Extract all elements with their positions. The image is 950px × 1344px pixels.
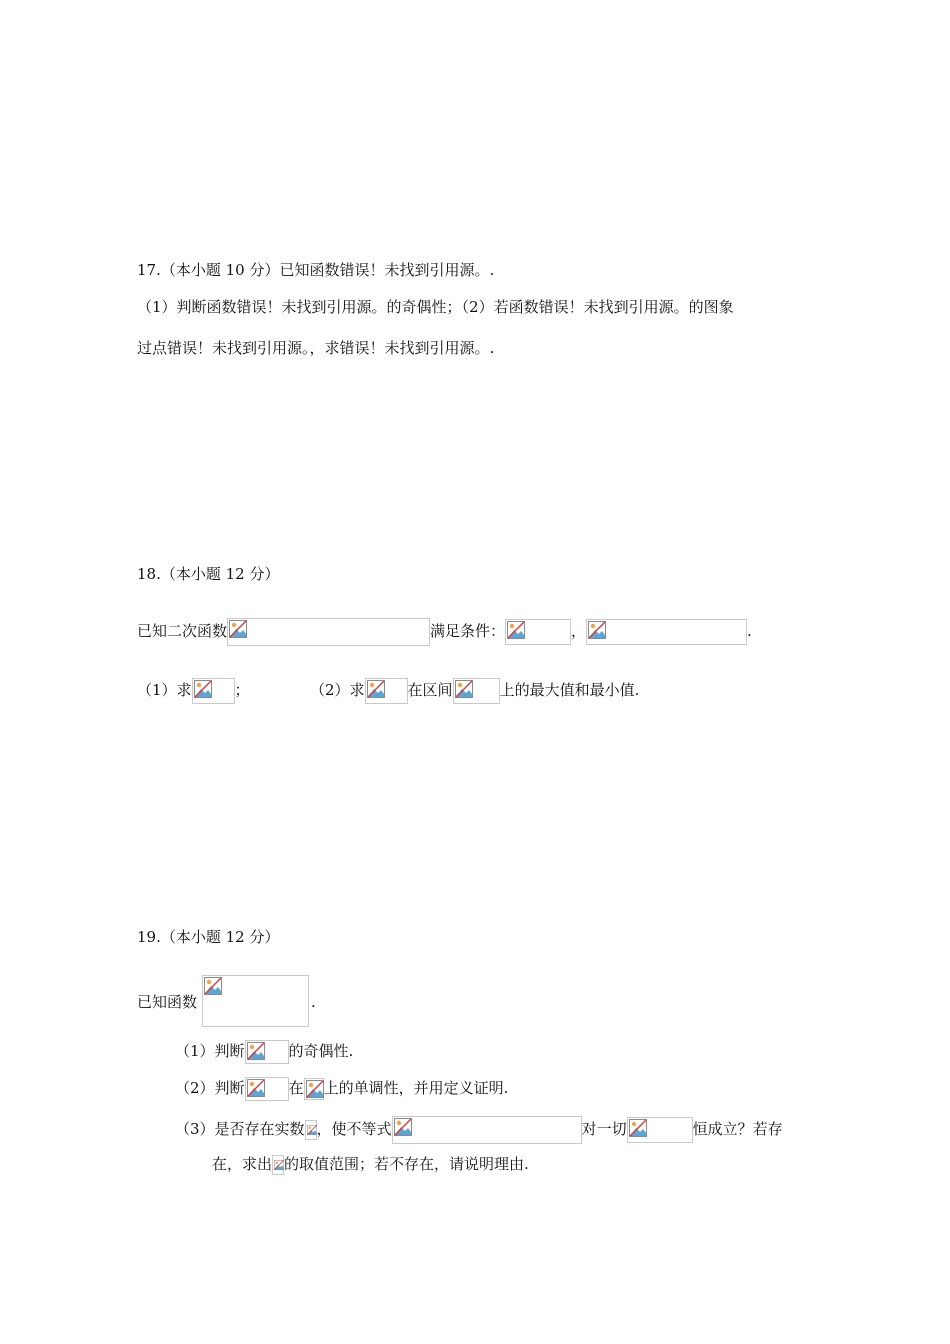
broken-image-icon: [367, 680, 385, 698]
broken-image-icon: [274, 1157, 284, 1173]
q19-p3-line2-prefix: 在，求出: [212, 1155, 273, 1173]
formula-image-function: [227, 618, 430, 646]
broken-image-icon: [394, 1118, 412, 1136]
broken-image-icon: [588, 621, 606, 639]
q19-p2-prefix: （2）判断: [175, 1079, 245, 1097]
q19-intro-label: 已知函数: [137, 993, 198, 1011]
q18-title: 18.（本小题 12 分）: [137, 565, 280, 583]
formula-image-condition-1: [505, 619, 571, 645]
q18-line1-comma: ，: [571, 622, 587, 640]
broken-image-icon: [507, 621, 525, 639]
broken-image-icon: [204, 977, 222, 995]
q18-line1-prefix: 已知二次函数: [137, 622, 228, 640]
q19-p2-suffix: 上的单调性，并用定义证明.: [323, 1079, 509, 1097]
q19-p2-mid: 在: [288, 1079, 304, 1097]
broken-image-icon: [194, 680, 212, 698]
q18-part2: [310, 678, 639, 704]
q18-line1-end: .: [747, 622, 752, 640]
q19-intro: [137, 991, 197, 1013]
formula-image-inequality: [392, 1116, 582, 1144]
formula-image-range: [627, 1117, 693, 1143]
formula-image-fx-1: [245, 1040, 289, 1064]
broken-image-icon: [247, 1042, 265, 1060]
broken-image-icon: [307, 1122, 317, 1138]
q17-parts-line2: 过点错误！未找到引用源。，求错误！未找到引用源。.: [137, 339, 495, 357]
q19-part1: [175, 1040, 353, 1064]
formula-image-interval: [453, 678, 500, 704]
q18-line1-mid: 满足条件：: [430, 622, 506, 640]
formula-image-condition-2: [586, 619, 747, 645]
q18-p2-label: （2）求: [310, 681, 365, 699]
formula-image-k: [305, 1120, 317, 1140]
q19-p3-prefix: （3）是否存在实数: [175, 1120, 305, 1138]
q19-part3-line2: [212, 1153, 529, 1175]
broken-image-icon: [455, 680, 473, 698]
q19-p1-suffix: 的奇偶性.: [288, 1042, 354, 1060]
q19-title: 19.（本小题 12 分）: [137, 928, 280, 946]
broken-image-icon: [229, 620, 247, 638]
q17-title: 17.（本小题 10 分）已知函数错误！未找到引用源。.: [137, 261, 495, 279]
broken-image-icon: [306, 1080, 324, 1098]
q19-p3-line2-suffix: 的取值范围；若不存在，请说明理由.: [284, 1155, 529, 1173]
q19-p1-prefix: （1）判断: [175, 1042, 245, 1060]
formula-image-domain: [304, 1078, 324, 1100]
q19-p3-end: 恒成立？若存: [692, 1120, 783, 1138]
formula-image-k-2: [272, 1155, 284, 1175]
q17-parts-line1: （1）判断函数错误！未找到引用源。的奇偶性；（2）若函数错误！未找到引用源。的图象: [137, 298, 734, 316]
formula-image-q19-function: [202, 975, 309, 1027]
q18-p1-end: ；: [234, 681, 250, 699]
q19-part3-line1: [175, 1116, 783, 1144]
broken-image-icon: [629, 1119, 647, 1137]
q18-line1: [137, 618, 752, 646]
formula-image-fx-2: [245, 1077, 289, 1101]
q19-p3-mid1: ，使不等式: [316, 1120, 392, 1138]
formula-image-function-2: [365, 678, 408, 704]
broken-image-icon: [247, 1079, 265, 1097]
formula-image-find: [192, 678, 235, 704]
q18-p1-label: （1）求: [137, 681, 192, 699]
q19-intro-end: .: [311, 993, 316, 1011]
q19-part2: [175, 1077, 508, 1101]
q19-p3-mid2: 对一切: [581, 1120, 627, 1138]
q18-p2-mid: 在区间: [407, 681, 453, 699]
q18-part1: [137, 678, 250, 704]
q18-p2-end: 上的最大值和最小值.: [499, 681, 640, 699]
